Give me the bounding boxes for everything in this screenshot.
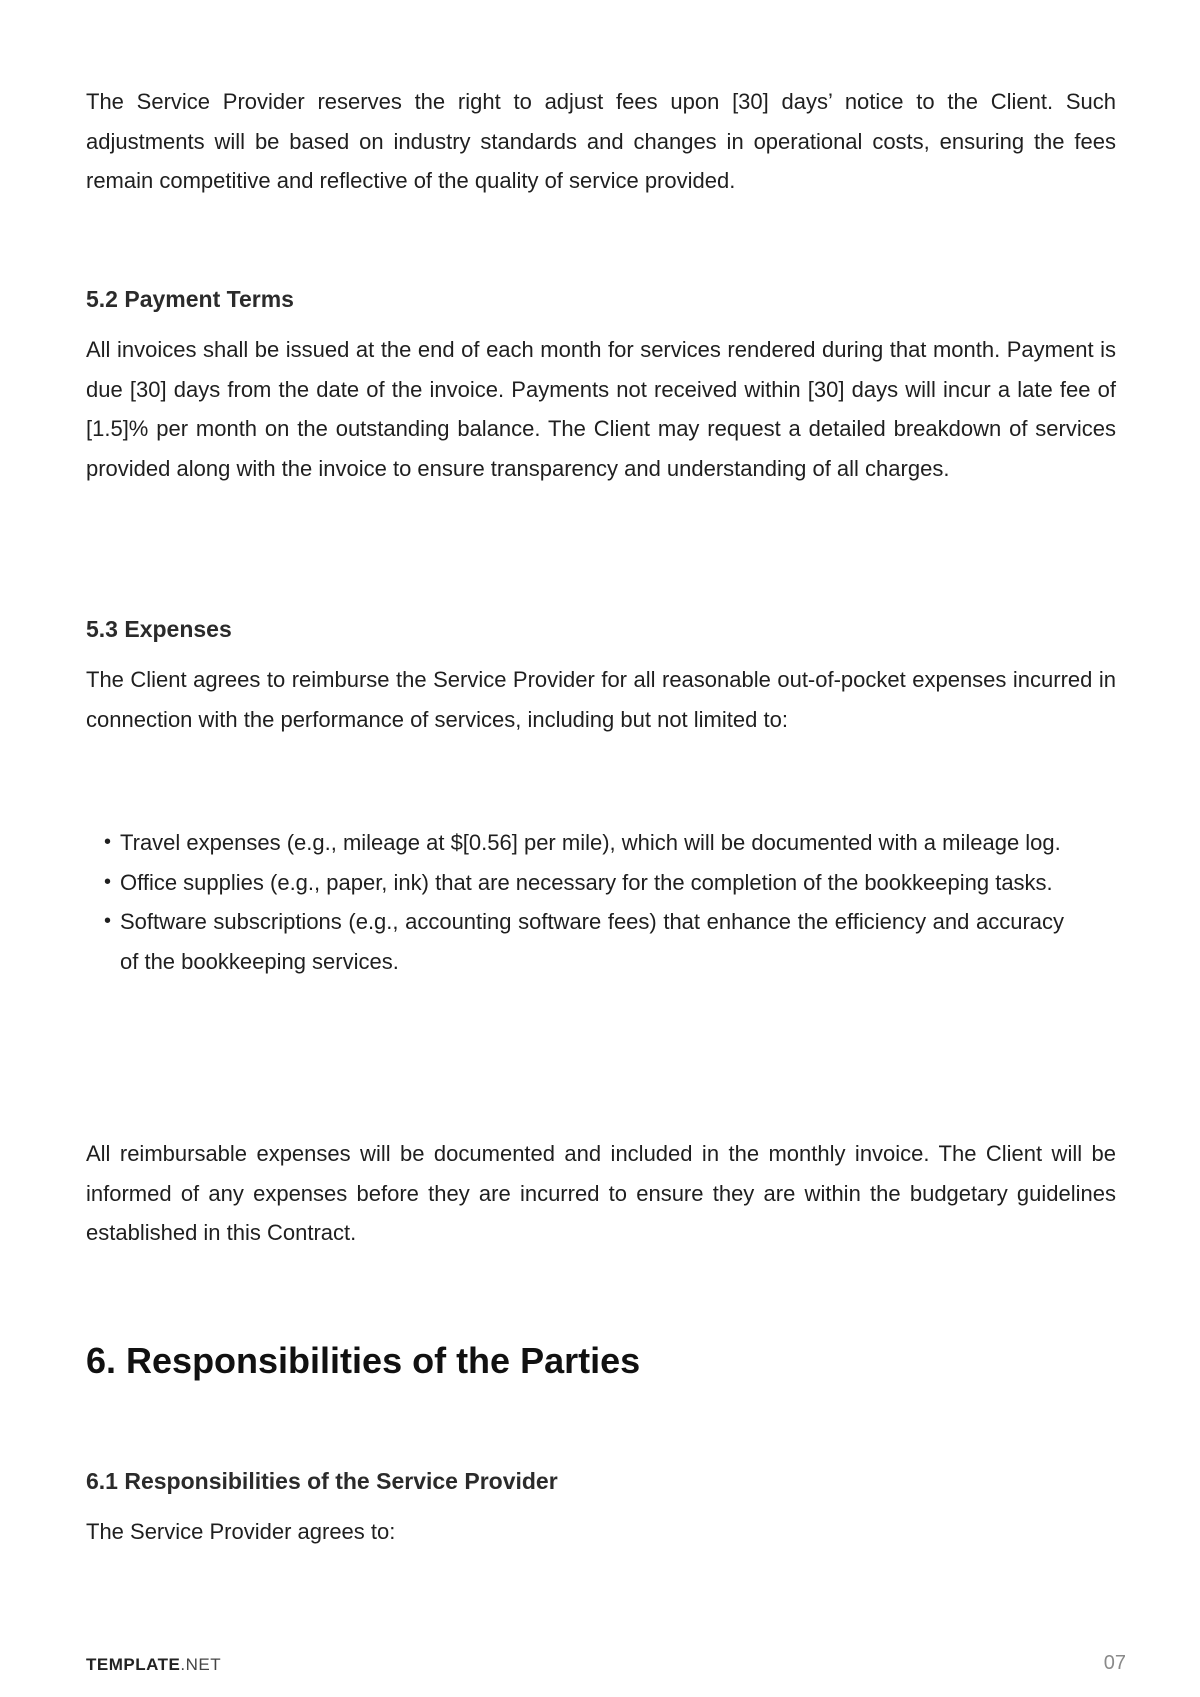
list-item: [104, 863, 1064, 903]
expenses-heading: 5.3 Expenses: [86, 616, 232, 642]
expenses-body: [86, 660, 1116, 739]
expenses-list: [104, 823, 1064, 981]
list-item: [104, 902, 1064, 981]
page-number: 07: [1103, 1652, 1126, 1674]
bullet-icon: •: [104, 831, 112, 853]
service-provider-paragraph: The Service Provider agrees to:: [86, 1519, 396, 1544]
payment-terms-section: [86, 284, 1116, 314]
service-provider-section: [86, 1466, 1116, 1496]
service-provider-body: [86, 1512, 1116, 1552]
responsibilities-heading: 6. Responsibilities of the Parties: [86, 1340, 641, 1381]
list-item-text: Travel expenses (e.g., mileage at $[0.56] per mile), which will be documented with a mileage log.: [120, 830, 1061, 855]
fee-adjustment-paragraph: The Service Provider reserves the right to adjust fees upon [30] days’ notice to the Client. Such adjustments will be based on industry standards and changes in operational costs, ensuring the fees remain competitive and reflective of the quality of service provided.: [86, 89, 1116, 193]
bullet-icon: •: [104, 870, 112, 893]
expenses-closing-paragraph: All reimbursable expenses will be documented and included in the monthly invoice. The Client will be informed of any expenses before they are incurred to ensure they are within the budgetary guidelines established in this Contract.: [86, 1141, 1116, 1245]
brand-logo-suffix: .NET: [180, 1655, 222, 1674]
expenses-closing: [86, 1134, 1116, 1253]
list-item-text: Office supplies (e.g., paper, ink) that are necessary for the completion of the bookkeeping tasks.: [120, 869, 1053, 895]
list-item-text: Software subscriptions (e.g., accounting software fees) that enhance the efficiency and accuracy of the bookkeeping services.: [120, 909, 1064, 974]
service-provider-heading: 6.1 Responsibilities of the Service Provider: [86, 1468, 558, 1494]
expenses-section: [86, 614, 1116, 644]
payment-terms-body: [86, 330, 1116, 488]
bullet-icon: •: [104, 910, 112, 932]
payment-terms-heading: 5.2 Payment Terms: [86, 286, 294, 312]
list-item: [104, 823, 1064, 863]
brand-logo: [86, 1655, 221, 1675]
expenses-paragraph: The Client agrees to reimburse the Service Provider for all reasonable out-of-pocket expenses incurred in connection with the performance of services, including but not limited to:: [86, 667, 1116, 732]
responsibilities-section: [86, 1338, 1116, 1384]
payment-terms-paragraph: All invoices shall be issued at the end of each month for services rendered during that month. Payment is due [30] days from the date of the invoice. Payments not received within [30] days will incur a late fee of [1.5]% per month on the outstanding balance. The Client may request a detailed breakdown of services provided along with the invoice to ensure transparency and understanding of all charges.: [86, 337, 1116, 481]
fee-adjustment-section: [86, 82, 1116, 201]
brand-logo-bold: TEMPLATE: [86, 1655, 181, 1674]
